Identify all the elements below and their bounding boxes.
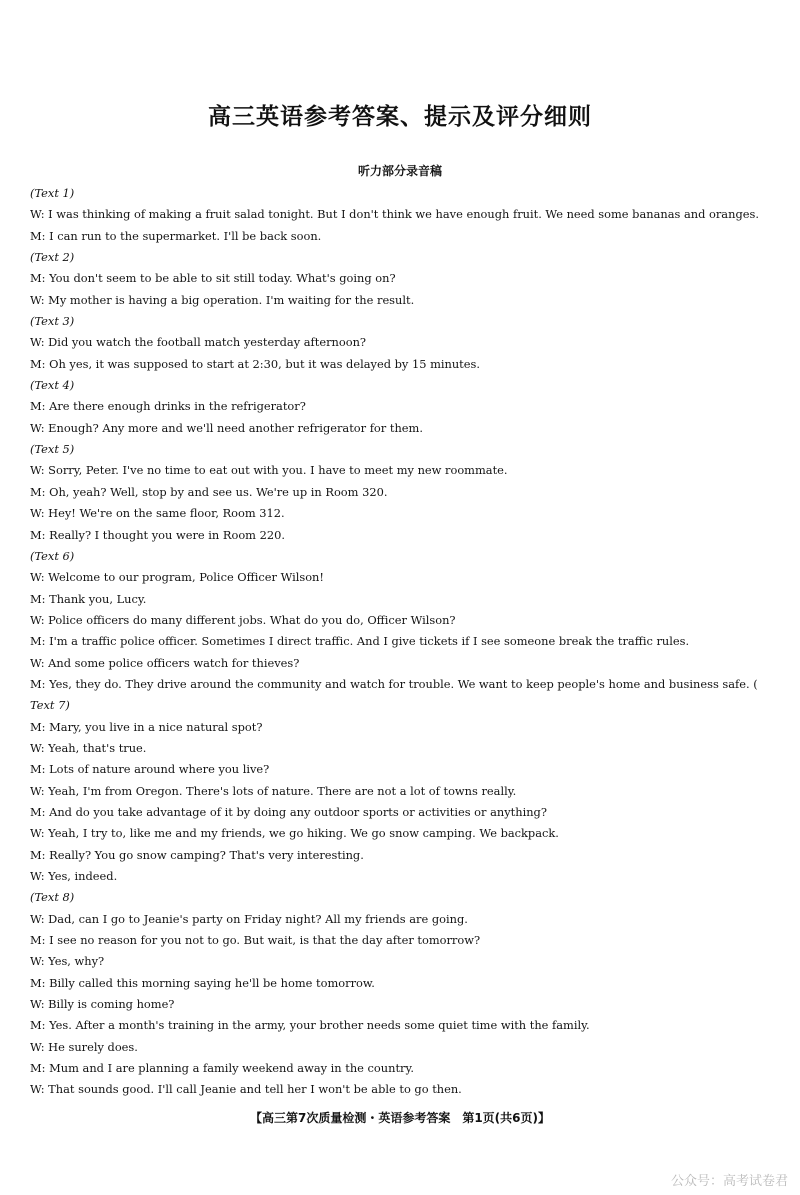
text-section-label: Text 7) [30,698,70,713]
dialogue-line: M: I can run to the supermarket. I'll be back soon. [30,228,322,243]
dialogue-line: M: Oh yes, it was supposed to start at 2:30, but it was delayed by 15 minutes. [30,356,480,371]
dialogue-line: W: Enough? Any more and we'll need another refrigerator for them. [30,420,423,435]
dialogue-line: W: Yeah, I try to, like me and my friends, we go hiking. We go snow camping. We backpack. [30,826,559,841]
text-section-label: (Text 3) [30,314,75,329]
text-section-label: (Text 5) [30,442,75,457]
text-section-label: (Text 2) [30,250,75,265]
dialogue-line: M: Are there enough drinks in the refrigerator? [30,399,306,414]
section-subtitle: 听力部分录音稿 [357,164,442,178]
watermark: 公众号：高考试卷君 [670,1174,788,1189]
dialogue-line: W: I was thinking of making a fruit salad tonight. But I don't think we have enough fruit. We need some bananas and oranges. [30,207,759,222]
dialogue-line: M: You don't seem to be able to sit still today. What's going on? [30,271,396,286]
text-section-label: (Text 8) [30,890,75,905]
dialogue-line: M: Mum and I are planning a family weekend away in the country. [30,1061,415,1076]
dialogue-line: W: Hey! We're on the same floor, Room 312. [30,506,285,521]
dialogue-line: W: My mother is having a big operation. I'm waiting for the result. [30,292,415,307]
dialogue-line: M: Mary, you live in a nice natural spot? [30,719,263,734]
dialogue-line: W: Welcome to our program, Police Officer Wilson! [30,570,324,585]
dialogue-line: W: That sounds good. I'll call Jeanie and tell her I won't be able to go then. [30,1082,462,1097]
page-title: 高三英语参考答案、提示及评分细则 [208,104,592,130]
dialogue-line: W: And some police officers watch for thieves? [30,655,300,670]
dialogue-line: M: I see no reason for you not to go. But wait, is that the day after tomorrow? [30,933,481,948]
transcript [30,183,775,1101]
dialogue-line: W: Yes, indeed. [30,869,118,883]
dialogue-line: M: Thank you, Lucy. [30,591,147,606]
dialogue-line: W: Yeah, that's true. [30,740,147,755]
page-footer: 【高三第7次质量检测・英语参考答案 第1页(共6页)】 [249,1111,551,1125]
dialogue-line: M: I'm a traffic police officer. Sometimes I direct traffic. And I give tickets if I see someone break the traffic rules. [30,634,690,649]
dialogue-line: W: Dad, can I go to Jeanie's party on Friday night? All my friends are going. [30,911,468,926]
dialogue-line: M: Yes, they do. They drive around the community and watch for trouble. We want to keep people's home and business safe. ( [30,676,758,691]
dialogue-line: W: Sorry, Peter. I've no time to eat out with you. I have to meet my new roommate. [30,463,508,478]
dialogue-line: M: Yes. After a month's training in the army, your brother needs some quiet time with the family. [30,1018,590,1033]
dialogue-line: W: Police officers do many different jobs. What do you do, Officer Wilson? [30,612,456,627]
text-section-label: (Text 1) [30,186,75,200]
dialogue-line: M: And do you take advantage of it by doing any outdoor sports or activities or anything? [30,804,547,819]
dialogue-line: M: Really? I thought you were in Room 220. [30,527,285,542]
text-section-label: (Text 4) [30,378,75,393]
dialogue-line: M: Oh, yeah? Well, stop by and see us. We're up in Room 320. [30,484,388,499]
text-section-label: (Text 6) [30,548,75,563]
dialogue-line: M: Billy called this morning saying he'll be home tomorrow. [30,975,375,990]
dialogue-line: M: Really? You go snow camping? That's very interesting. [30,847,364,862]
dialogue-line: W: Yeah, I'm from Oregon. There's lots of nature. There are not a lot of towns really. [30,783,517,798]
dialogue-line: W: Billy is coming home? [30,997,175,1012]
dialogue-line: W: He surely does. [30,1039,138,1054]
dialogue-line: W: Did you watch the football match yesterday afternoon? [30,335,367,350]
dialogue-line: M: Lots of nature around where you live? [30,762,270,777]
dialogue-line: W: Yes, why? [30,954,105,969]
